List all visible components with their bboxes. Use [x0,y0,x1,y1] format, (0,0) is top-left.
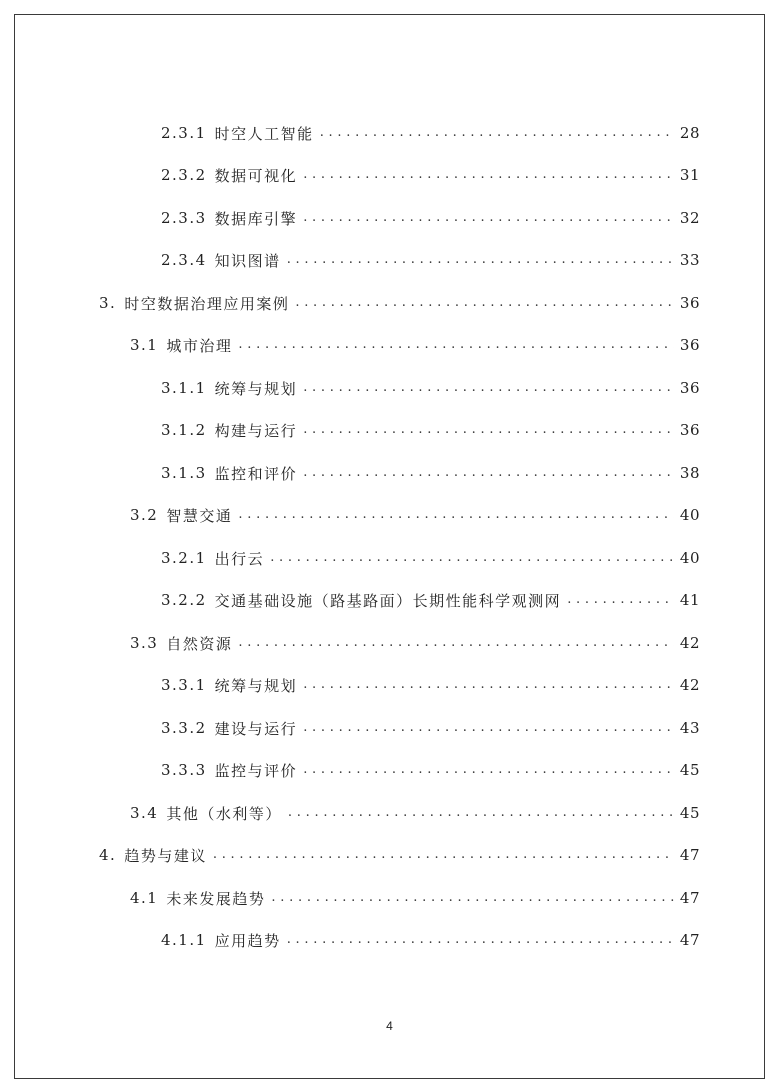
toc-entry-title: 建设与运行 [214,719,298,738]
dot-leader [270,546,674,570]
toc-entry-page: 42 [679,676,700,694]
dot-leader [238,631,674,655]
toc-entry-page: 42 [679,634,700,652]
toc-entry-number: 3.1.2 [161,421,207,439]
toc-entry-page: 40 [679,506,700,524]
toc-entry-number: 3.1 [130,336,159,354]
toc-entry-number: 3.1.1 [161,379,207,397]
toc-entry-title: 交通基础设施（路基路面）长期性能科学观测网 [214,591,562,610]
toc-entry-page: 36 [679,379,700,397]
toc-entry-number: 3.2.1 [161,549,207,567]
toc-entry-page: 45 [679,761,700,779]
toc-entry[interactable] [161,248,700,272]
toc-entry-title: 构建与运行 [214,421,298,440]
toc-entry-number: 4.1 [130,889,159,907]
dot-leader [303,418,674,442]
toc-entry[interactable] [130,801,700,825]
toc-entry[interactable] [161,461,700,485]
dot-leader [303,376,674,400]
toc-entry-page: 38 [679,464,700,482]
toc-entry-title: 自然资源 [166,634,233,653]
toc-entry-page: 33 [679,251,700,269]
toc-entry-title: 监控和评价 [214,464,298,483]
toc-entry-number: 3. [99,294,117,312]
toc-entry[interactable] [161,206,700,230]
dot-leader [213,843,674,867]
toc-entry-title: 统筹与规划 [214,676,298,695]
toc-entry[interactable] [161,673,700,697]
toc-entry-number: 3.4 [130,804,159,822]
toc-entry[interactable] [99,291,700,315]
toc-entry-page: 40 [679,549,700,567]
toc-entry[interactable] [130,333,700,357]
toc-entry-title: 统筹与规划 [214,379,298,398]
toc-entry-number: 2.3.3 [161,209,207,227]
toc-entry[interactable] [161,758,700,782]
toc-entry-page: 47 [679,889,700,907]
toc-entry[interactable] [161,163,700,187]
toc-entry-title: 时空人工智能 [214,124,314,143]
toc-entry[interactable] [161,716,700,740]
toc-entry-number: 3.2.2 [161,591,207,609]
dot-leader [303,461,674,485]
toc-entry-page: 43 [679,719,700,737]
dot-leader [295,291,674,315]
toc-entry-number: 3.3 [130,634,159,652]
toc-entry-number: 3.3.3 [161,761,207,779]
dot-leader [238,503,674,527]
page-number: 4 [386,1019,393,1033]
toc-entry-title: 数据库引擎 [214,209,298,228]
dot-leader [271,886,674,910]
dot-leader [567,588,674,612]
toc-entry-number: 4.1.1 [161,931,207,949]
toc-entry-number: 3.2 [130,506,159,524]
toc-entry-page: 47 [679,846,700,864]
toc-entry-page: 36 [679,336,700,354]
toc-entry[interactable] [161,928,700,952]
toc-entry-number: 2.3.1 [161,124,207,142]
toc-entry-number: 3.1.3 [161,464,207,482]
toc-entry-page: 36 [679,294,700,312]
toc-entry-number: 3.3.2 [161,719,207,737]
toc-entry-title: 未来发展趋势 [166,889,266,908]
toc-entry-title: 时空数据治理应用案例 [124,294,290,313]
toc-entry-number: 2.3.4 [161,251,207,269]
toc-entry-title: 城市治理 [166,336,233,355]
dot-leader [303,673,674,697]
toc-entry-page: 45 [679,804,700,822]
toc-entry-page: 32 [679,209,700,227]
toc-entry-title: 数据可视化 [214,166,298,185]
dot-leader [320,121,674,145]
dot-leader [303,163,674,187]
toc-entry-title: 趋势与建议 [124,846,207,865]
toc-entry[interactable] [161,588,700,612]
toc-entry-page: 28 [679,124,700,142]
toc-entry[interactable] [161,546,700,570]
toc-entry[interactable] [130,886,700,910]
toc-entry-page: 31 [679,166,700,184]
dot-leader [303,758,674,782]
toc-entry-title: 知识图谱 [214,251,281,270]
toc-entry[interactable] [99,843,700,867]
toc-entry-page: 47 [679,931,700,949]
toc-entry-title: 出行云 [214,549,265,568]
toc-entry[interactable] [161,418,700,442]
toc-entry[interactable] [130,503,700,527]
toc-entry[interactable] [161,376,700,400]
dot-leader [303,716,674,740]
dot-leader [303,206,674,230]
dot-leader [288,801,674,825]
toc-entry-number: 4. [99,846,117,864]
dot-leader [287,248,674,272]
toc-entry[interactable] [130,631,700,655]
dot-leader [287,928,674,952]
toc-entry-title: 其他（水利等） [166,804,282,823]
toc-entry-title: 应用趋势 [214,931,281,950]
toc-entry-title: 智慧交通 [166,506,233,525]
toc-entry[interactable] [161,121,700,145]
dot-leader [238,333,674,357]
document-page [14,14,765,1079]
toc-entry-page: 41 [679,591,700,609]
toc-entry-number: 2.3.2 [161,166,207,184]
toc-entry-number: 3.3.1 [161,676,207,694]
toc-entry-page: 36 [679,421,700,439]
toc-entry-title: 监控与评价 [214,761,298,780]
